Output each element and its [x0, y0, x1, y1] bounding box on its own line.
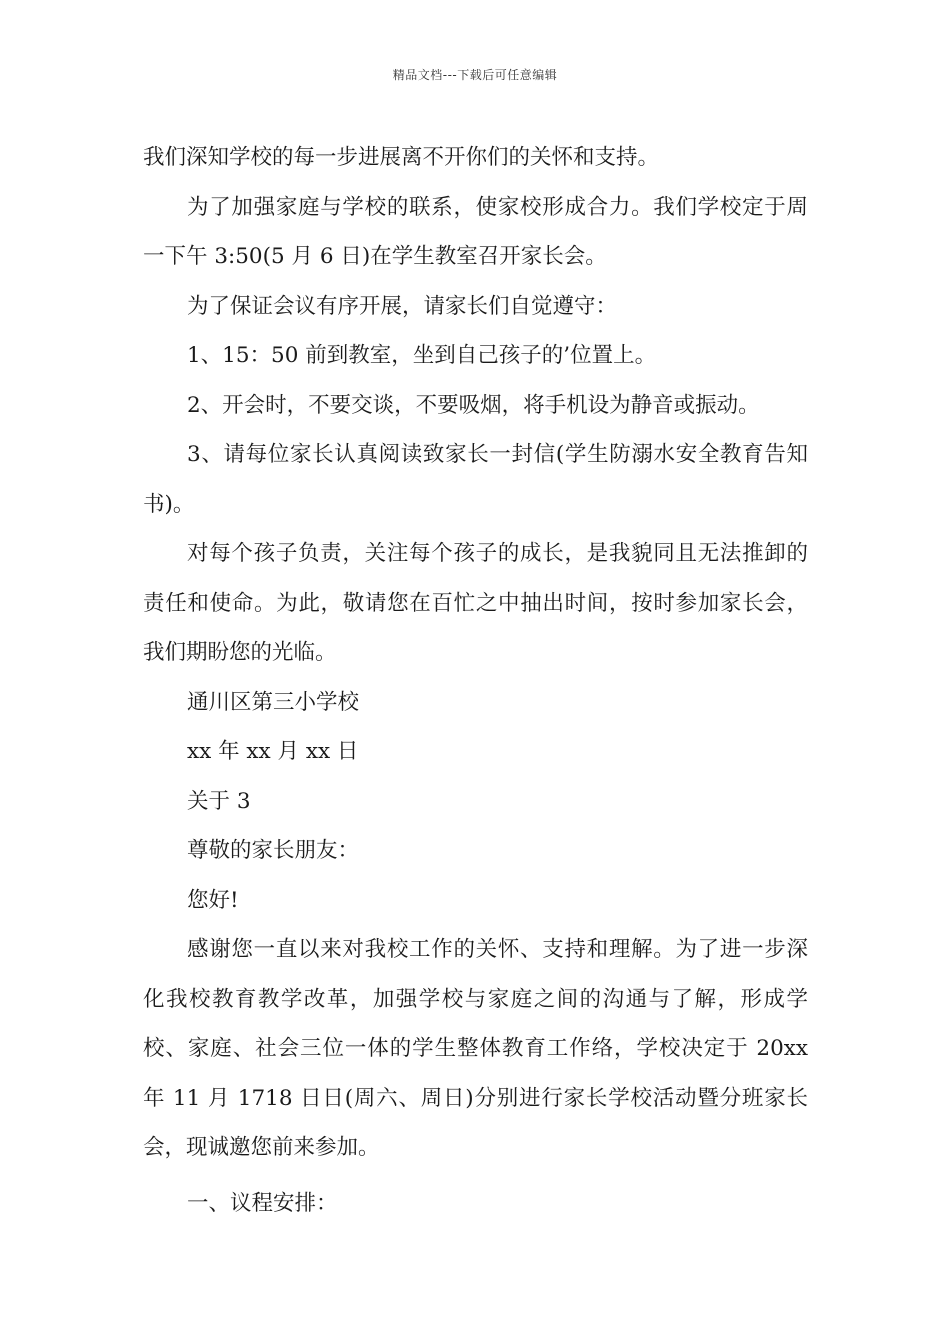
section-heading: 关于 3	[187, 788, 251, 814]
paragraph-meeting-notice: 为了加强家庭与学校的联系，使家校形成合力。我们学校定于周一下午 3:50(5 月 6 日)在学生教室召开家长会。	[143, 194, 808, 269]
document-body	[143, 133, 808, 1228]
agenda-heading: 一、议程安排：	[187, 1190, 338, 1216]
signature-date: xx 年 xx 月 xx 日	[187, 739, 359, 764]
paragraph-closing: 对每个孩子负责，关注每个孩子的成长，是我貌同且无法推卸的责任和使命。为此，敬请您在百忙之中抽出时间，按时参加家长会，我们期盼您的光临。	[143, 541, 808, 665]
paragraph-continuation: 我们深知学校的每一步进展离不开你们的关怀和支持。	[143, 145, 660, 170]
greeting: 您好!	[187, 887, 239, 913]
page-header: 精品文档---下载后可任意编辑	[392, 68, 558, 82]
rule-item-3: 3、请每位家长认真阅读致家长一封信(学生防溺水安全教育告知书)。	[143, 442, 808, 517]
signature-school: 通川区第三小学校	[187, 689, 360, 715]
salutation: 尊敬的家长朋友：	[187, 838, 360, 863]
paragraph-rules-intro: 为了保证会议有序开展，请家长们自觉遵守：	[187, 293, 618, 319]
paragraph-invitation: 感谢您一直以来对我校工作的关怀、支持和理解。为了进一步深化我校教育教学改革，加强学校与家庭之间的沟通与了解，形成学校、家庭、社会三位一体的学生整体教育工作络，学校决定于 20xx 年 11 月 1718 日日(周六、周日)分别进行家长学校活动暨分班家长会，现诚邀您前来参加。	[143, 937, 808, 1160]
rule-item-2: 2、开会时，不要交谈，不要吸烟，将手机设为静音或振动。	[187, 392, 760, 418]
rule-item-1: 1、15：50 前到教室，坐到自己孩子的’位置上。	[187, 343, 657, 368]
